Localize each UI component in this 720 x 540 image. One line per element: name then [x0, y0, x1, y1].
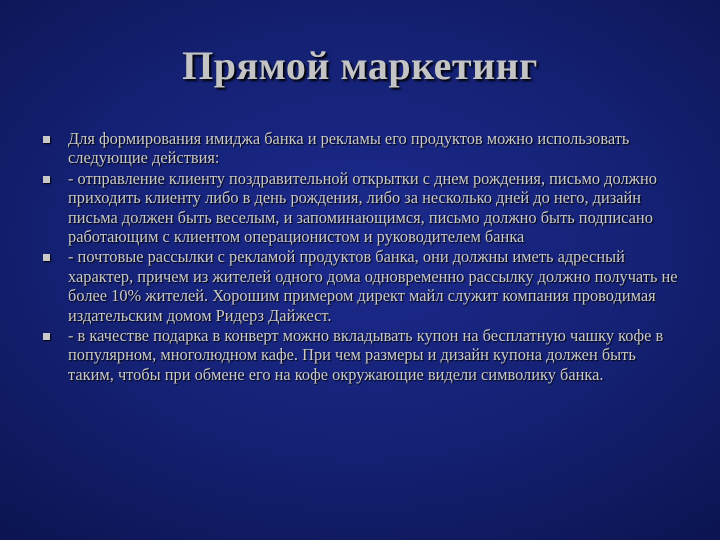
bullet-item — [38, 326, 678, 384]
square-bullet-icon — [43, 254, 50, 261]
square-bullet-icon — [43, 333, 50, 340]
bullet-item — [38, 169, 678, 247]
bullet-text: - отправление клиенту поздравительной открытки с днем рождения, письмо должно приходить клиенту либо в день рождения, либо за несколько дней до него, дизайн письма должен быть веселым, и запоминающимся, письмо должно быть подписано работающим с клиентом операционистом и руководителем банка — [68, 168, 657, 247]
bullet-text: - в качестве подарка в конверт можно вкладывать купон на бесплатную чашку кофе в популярном, многолюдном кафе. При чем размеры и дизайн купона должен быть таким, чтобы при обмене его на кофе окружающие видели символику банка. — [68, 326, 664, 384]
bullet-text: - почтовые рассылки с рекламой продуктов банка, они должны иметь адресный характер, причем из жителей одного дома одновременно рассылку должно получать не более 10% жителей. Хорошим примером директ майл служит компания проводимая издательским домом Ридерз Дайжест. — [68, 247, 678, 325]
bullet-item — [38, 247, 678, 325]
slide-title: Прямой маркетинг — [182, 43, 538, 88]
bullet-item — [38, 129, 678, 168]
bullet-list — [38, 129, 678, 385]
square-bullet-icon — [43, 136, 50, 143]
square-bullet-icon — [43, 176, 50, 183]
bullet-text: Для формирования имиджа банка и рекламы его продуктов можно использовать следующие действия: — [68, 129, 630, 168]
